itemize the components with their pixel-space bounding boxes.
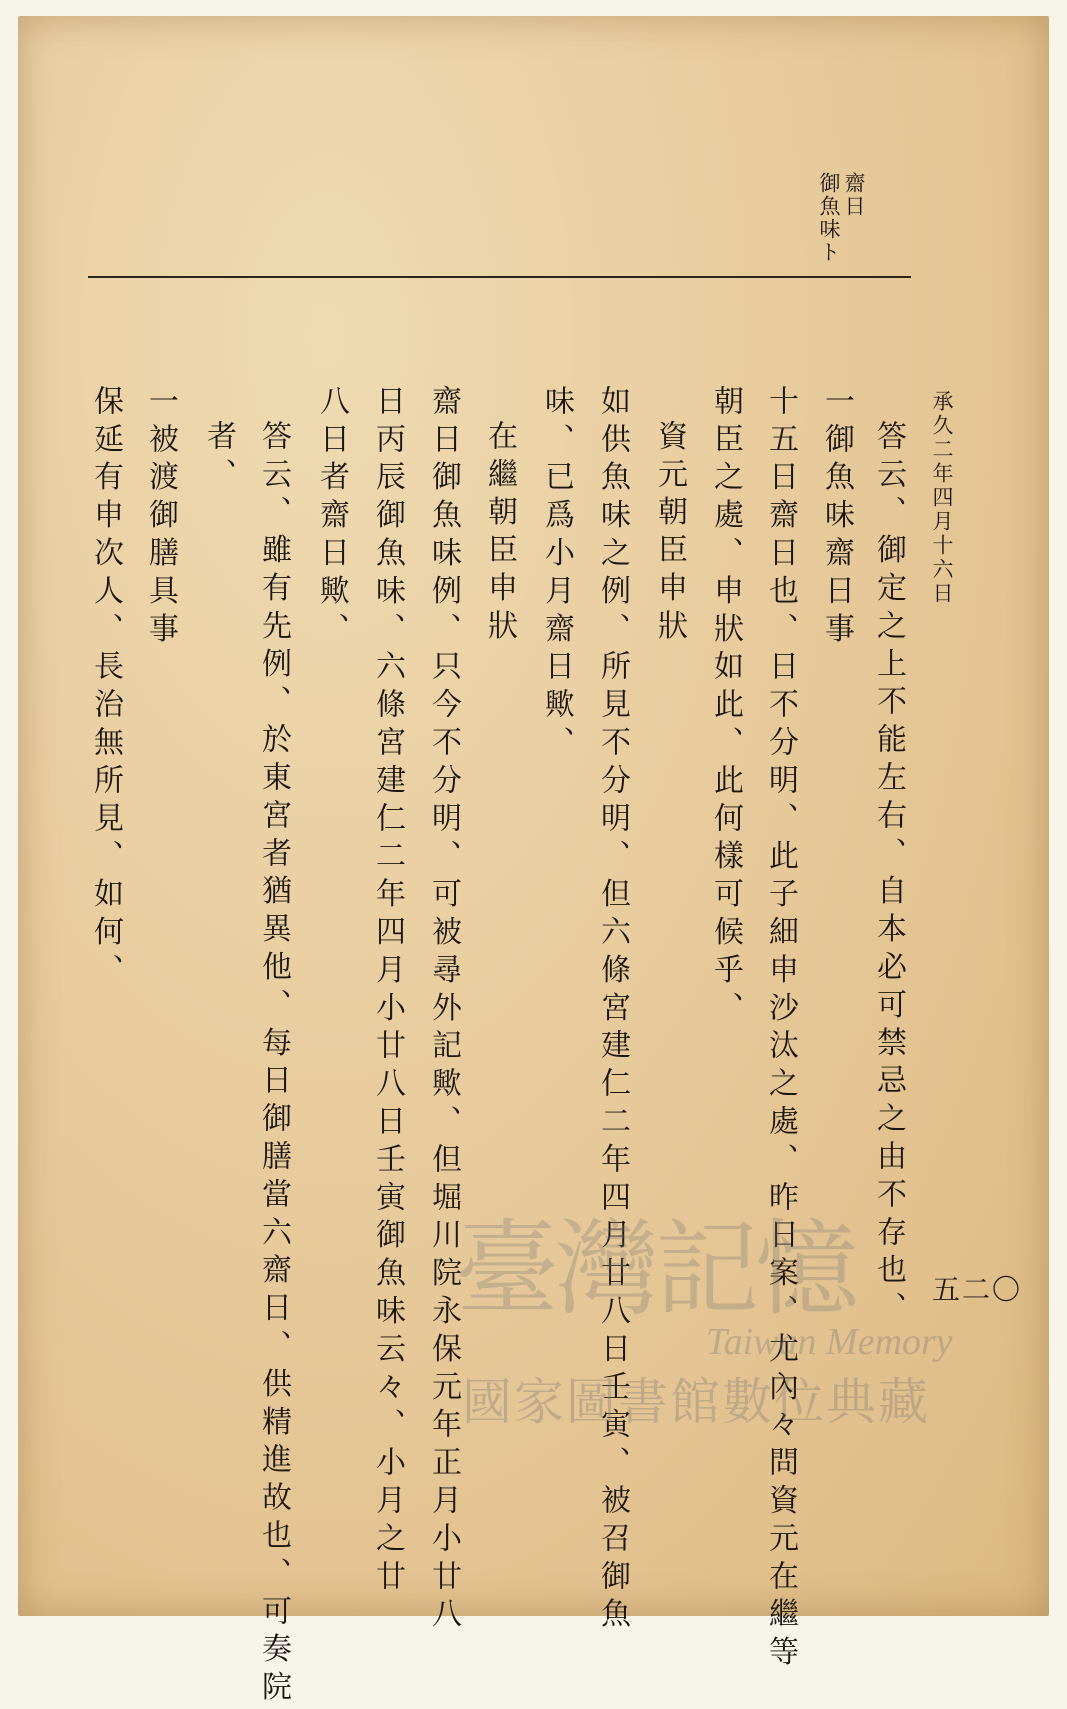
text-column: 答云、雖有先例、於東宮者猶異他、每日御膳當六齋日、供精進故也、可奏院 (256, 420, 291, 1709)
text-column: 保延有申次人、長治無所見、如何、 (88, 385, 123, 992)
text-column: 在繼朝臣申狀 (482, 420, 517, 648)
text-column: 八日者齋日歟、 (314, 385, 349, 651)
text-column: 資元朝臣申狀 (652, 420, 687, 648)
text-column: 味、已爲小月齋日歟、 (539, 385, 574, 764)
date-line: 承久二年四月十六日 (930, 390, 954, 606)
text-column: 朝臣之處、申狀如此、此何樣可候乎、 (708, 385, 743, 1030)
page-number: 五二〇 (932, 1273, 1023, 1306)
text-column: 齋日御魚味例、只今不分明、可被尋外記歟、但堀川院永保元年正月小廿八 (426, 385, 461, 1636)
text-column: 者、 (201, 420, 236, 496)
text-column: 一被渡御膳具事 (143, 385, 178, 651)
text-column: 一御魚味齋日事 (819, 385, 854, 651)
text-column: 答云、御定之上不能左右、自本必可禁忌之由不存也、 (871, 420, 906, 1330)
watermark-institution: 國家圖書館數位典藏 (462, 1373, 930, 1431)
text-column: 日丙辰御魚味、六條宮建仁二年四月小廿八日壬寅御魚味云々、小月之廿 (370, 385, 405, 1598)
text-column: 如供魚味之例、所見不分明、但六條宮建仁二年四月廿八日壬寅、被召御魚 (595, 385, 630, 1636)
watermark-english: Taiwan Memory (706, 1321, 953, 1363)
watermark-logo-text: 臺灣記憶 (455, 1208, 856, 1330)
running-head-line-2: 齋日 (842, 172, 866, 218)
header-rule (88, 276, 911, 278)
running-head-line-1: 御魚味ト (817, 172, 841, 264)
text-column: 十五日齋日也、日不分明、此子細申沙汰之處、昨日案、尤內々問資元在繼等 (763, 385, 798, 1674)
